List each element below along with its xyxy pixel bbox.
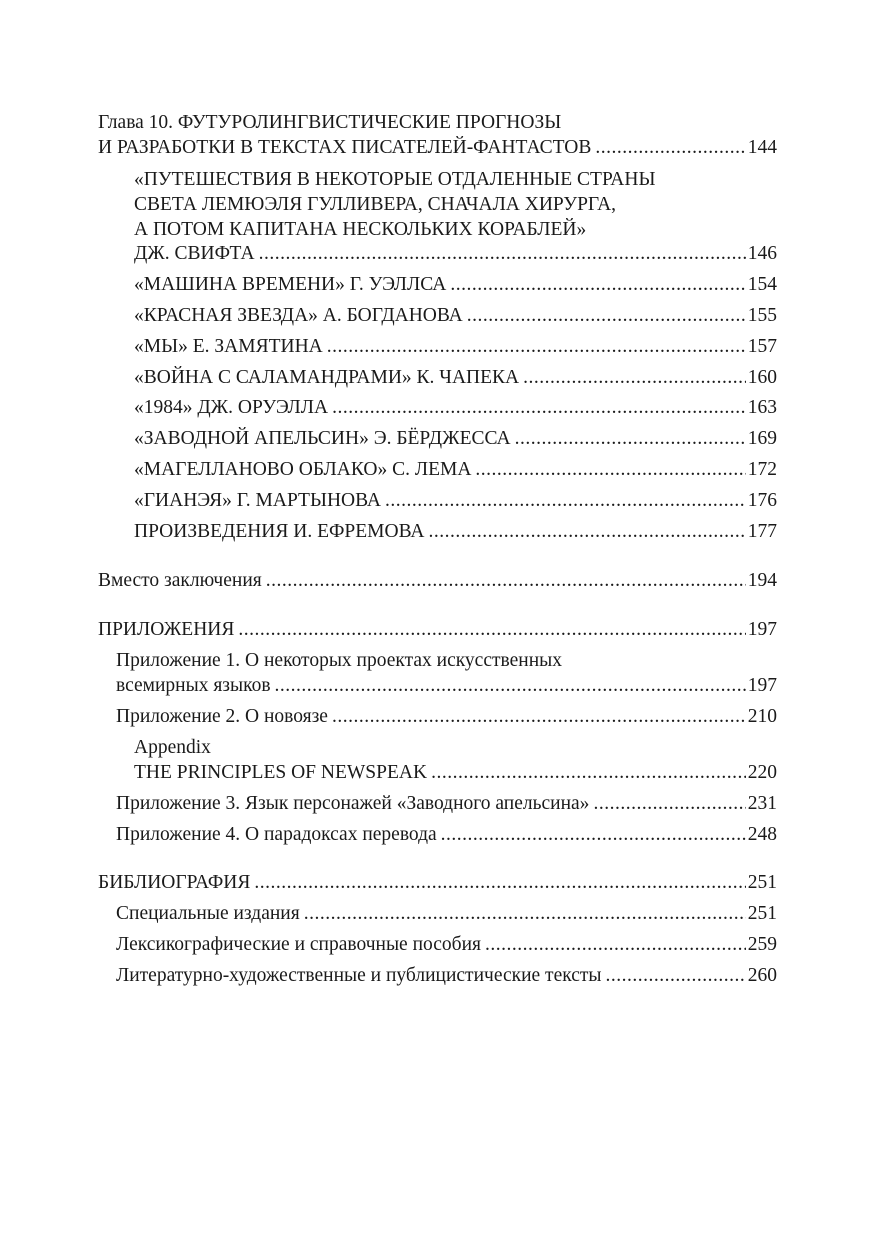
entry-title: «КРАСНАЯ ЗВЕЗДА» А. БОГДАНОВА	[134, 305, 463, 326]
toc-entry-conclusion[interactable]	[98, 569, 777, 593]
dot-leader	[332, 705, 746, 729]
toc-entry[interactable]	[116, 902, 777, 926]
entry-title: «ГИАНЭЯ» Г. МАРТЫНОВА	[134, 490, 381, 511]
entry-title: Лексикографические и справочные пособия	[116, 934, 481, 955]
page-number: 231	[747, 793, 777, 814]
toc-entry[interactable]	[134, 304, 777, 328]
page-number: 251	[747, 872, 777, 893]
dot-leader	[523, 366, 746, 390]
toc-entry[interactable]	[134, 520, 777, 544]
entry-title: «МЫ» Е. ЗАМЯТИНА	[134, 336, 323, 357]
dot-leader	[450, 273, 745, 297]
page-number: 210	[747, 706, 777, 727]
toc-entry-appendix-3[interactable]	[116, 792, 777, 816]
page-number: 176	[747, 490, 777, 511]
entry-title: Специальные издания	[116, 903, 300, 924]
toc-entry[interactable]	[134, 273, 777, 297]
toc-entry-appendix-4[interactable]	[116, 823, 777, 847]
entry-title: ПРИЛОЖЕНИЯ	[98, 619, 235, 640]
page-number: 157	[747, 336, 777, 357]
toc-entry[interactable]	[134, 489, 777, 513]
dot-leader	[304, 902, 746, 926]
toc-entry-newspeak[interactable]	[134, 761, 777, 785]
toc-entry[interactable]	[116, 933, 777, 957]
entry-title: «МАШИНА ВРЕМЕНИ» Г. УЭЛЛСА	[134, 274, 447, 295]
dot-leader	[385, 489, 746, 513]
page-number: 172	[747, 459, 777, 480]
entry-title: ПРОИЗВЕДЕНИЯ И. ЕФРЕМОВА	[134, 521, 425, 542]
dot-leader	[238, 618, 745, 642]
toc-entry-gulliver[interactable]	[134, 242, 777, 266]
entry-title: «МАГЕЛЛАНОВО ОБЛАКО» С. ЛЕМА	[134, 459, 472, 480]
entry-title: Приложение 4. О парадоксах перевода	[116, 824, 437, 845]
dot-leader	[266, 569, 746, 593]
dot-leader	[275, 674, 746, 698]
page-number: 177	[747, 521, 777, 542]
appendix-newspeak-line1: Appendix	[134, 737, 211, 758]
entry-title: «1984» ДЖ. ОРУЭЛЛА	[134, 397, 329, 418]
gulliver-title-line3: А ПОТОМ КАПИТАНА НЕСКОЛЬКИХ КОРАБЛЕЙ»	[134, 219, 587, 240]
page-number: 220	[747, 762, 777, 783]
page-number: 248	[747, 824, 777, 845]
dot-leader	[332, 396, 746, 420]
dot-leader	[606, 964, 746, 988]
dot-leader	[327, 335, 746, 359]
dot-leader	[593, 792, 745, 816]
dot-leader	[485, 933, 746, 957]
page-number: 169	[747, 428, 777, 449]
entry-title: Литературно-художественные и публицистические тексты	[116, 965, 602, 986]
dot-leader	[595, 136, 745, 160]
toc-entry[interactable]	[134, 458, 777, 482]
toc-entry[interactable]	[134, 366, 777, 390]
entry-title: Приложение 2. О новоязе	[116, 706, 328, 727]
toc-entry[interactable]	[116, 964, 777, 988]
page-number: 259	[747, 934, 777, 955]
toc-entry-appendix-2[interactable]	[116, 705, 777, 729]
page-number: 251	[747, 903, 777, 924]
gulliver-title-line1: «ПУТЕШЕСТВИЯ В НЕКОТОРЫЕ ОТДАЛЕННЫЕ СТРАНЫ	[134, 169, 656, 190]
toc-entry-appendices[interactable]	[98, 618, 777, 642]
appendix-1-title-line1: Приложение 1. О некоторых проектах искусственных	[116, 650, 562, 671]
dot-leader	[428, 520, 745, 544]
page-number: 146	[747, 243, 777, 264]
page-number: 160	[747, 367, 777, 388]
chapter-10-title-line1: Глава 10. ФУТУРОЛИНГВИСТИЧЕСКИЕ ПРОГНОЗЫ	[98, 112, 562, 133]
chapter-10-title-line2: И РАЗРАБОТКИ В ТЕКСТАХ ПИСАТЕЛЕЙ-ФАНТАСТОВ	[98, 137, 592, 158]
page-number: 260	[747, 965, 777, 986]
dot-leader	[441, 823, 746, 847]
gulliver-title-line2: СВЕТА ЛЕМЮЭЛЯ ГУЛЛИВЕРА, СНАЧАЛА ХИРУРГА,	[134, 194, 617, 215]
dot-leader	[467, 304, 746, 328]
entry-title: «ВОЙНА С САЛАМАНДРАМИ» К. ЧАПЕКА	[134, 367, 520, 388]
gulliver-title-line4: ДЖ. СВИФТА	[134, 243, 255, 264]
dot-leader	[475, 458, 745, 482]
entry-title: Приложение 3. Язык персонажей «Заводного апельсина»	[116, 793, 590, 814]
appendix-newspeak-line2: THE PRINCIPLES OF NEWSPEAK	[134, 762, 428, 783]
toc-entry[interactable]	[134, 396, 777, 420]
page-number: 197	[747, 675, 777, 696]
page-number: 154	[747, 274, 777, 295]
dot-leader	[254, 871, 745, 895]
entry-title: Вместо заключения	[98, 570, 262, 591]
page-number: 144	[747, 137, 777, 158]
toc-entry[interactable]	[134, 335, 777, 359]
page-number: 155	[747, 305, 777, 326]
toc-entry-chapter-10[interactable]	[98, 136, 777, 160]
page-number: 197	[747, 619, 777, 640]
appendix-1-title-line2: всемирных языков	[116, 675, 271, 696]
toc-entry-bibliography[interactable]	[98, 871, 777, 895]
toc-entry[interactable]	[134, 427, 777, 451]
page-number: 163	[747, 397, 777, 418]
dot-leader	[259, 242, 746, 266]
dot-leader	[431, 761, 746, 785]
page-number: 194	[747, 570, 777, 591]
entry-title: «ЗАВОДНОЙ АПЕЛЬСИН» Э. БЁРДЖЕССА	[134, 428, 511, 449]
entry-title: БИБЛИОГРАФИЯ	[98, 872, 251, 893]
dot-leader	[515, 427, 746, 451]
toc-entry-appendix-1[interactable]	[116, 674, 777, 698]
